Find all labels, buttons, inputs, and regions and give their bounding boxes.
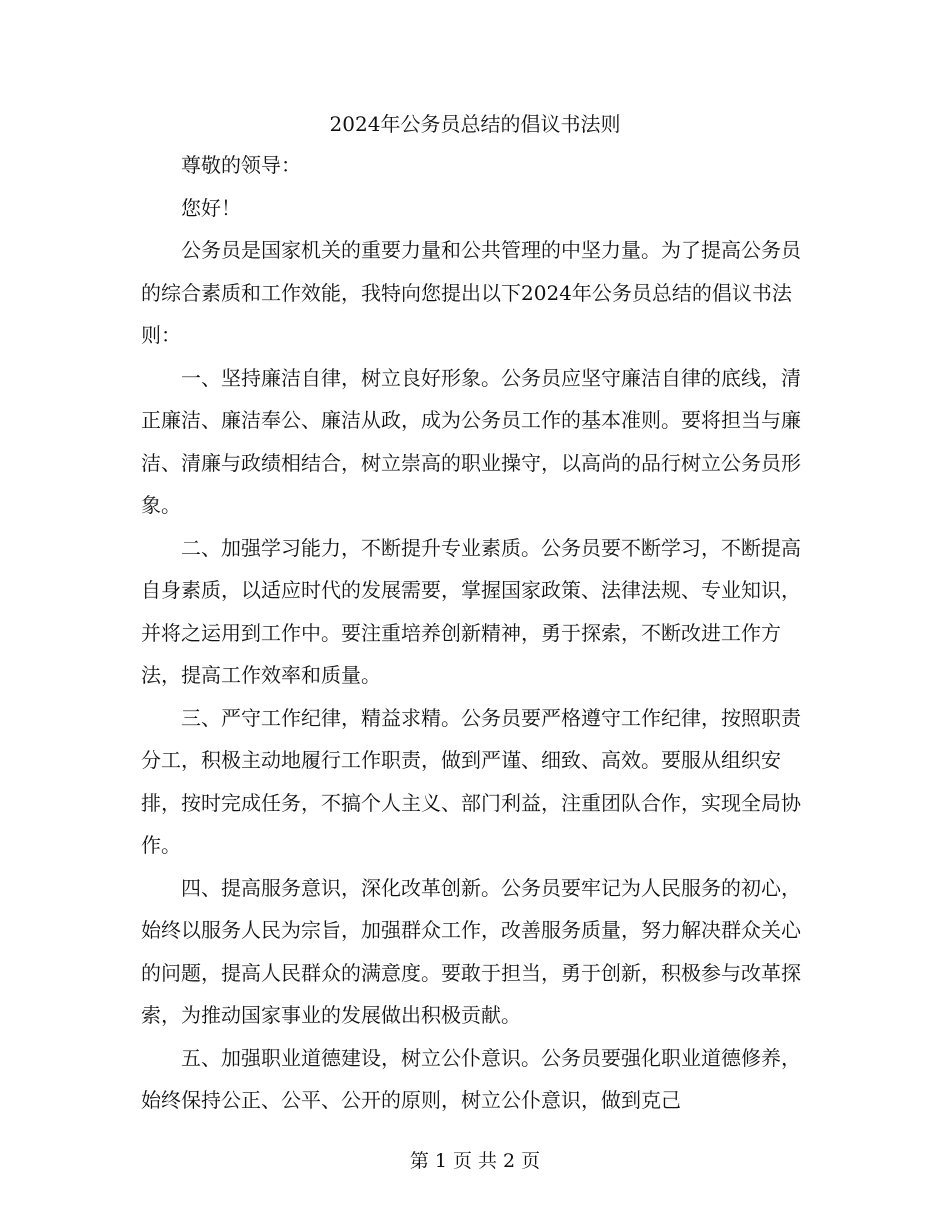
page-number: 第 1 页 共 2 页 — [409, 1150, 541, 1172]
greeting: 您好！ — [181, 195, 241, 220]
paragraph-1: 一、坚持廉洁自律，树立良好形象。公务员应坚守廉洁自律的底线，清正廉洁、廉洁奉公、廉洁从政，成为公务员工作的基本准则。要将担当与廉洁、清廉与政绩相结合，树立崇高的职业操守，以高尚的品行树立公务员形象。 — [141, 365, 801, 517]
paragraph-4: 四、提高服务意识，深化改革创新。公务员要牢记为人民服务的初心，始终以服务人民为宗旨，加强群众工作，改善服务质量，努力解决群众关心的问题，提高人民群众的满意度。要敢于担当，勇于创新，积极参与改革探索，为推动国家事业的发展做出积极贡献。 — [141, 875, 801, 1027]
paragraph-3: 三、严守工作纪律，精益求精。公务员要严格遵守工作纪律，按照职责分工，积极主动地履行工作职责，做到严谨、细致、高效。要服从组织安排，按时完成任务，不搞个人主义、部门利益，注重团队合作，实现全局协作。 — [141, 705, 801, 857]
document-title: 2024年公务员总结的倡议书法则 — [329, 112, 621, 136]
document-body — [141, 144, 809, 1122]
paragraph-5: 五、加强职业道德建设，树立公仆意识。公务员要强化职业道德修养，始终保持公正、公平、公开的原则，树立公仆意识，做到克己 — [141, 1045, 801, 1112]
intro-paragraph: 公务员是国家机关的重要力量和公共管理的中坚力量。为了提高公务员的综合素质和工作效能，我特向您提出以下2024年公务员总结的倡议书法则： — [141, 238, 801, 347]
paragraph-2: 二、加强学习能力，不断提升专业素质。公务员要不断学习，不断提高自身素质，以适应时代的发展需要，掌握国家政策、法律法规、专业知识，并将之运用到工作中。要注重培养创新精神，勇于探索，不断改进工作方法，提高工作效率和质量。 — [141, 535, 801, 687]
salutation: 尊敬的领导： — [181, 153, 301, 177]
